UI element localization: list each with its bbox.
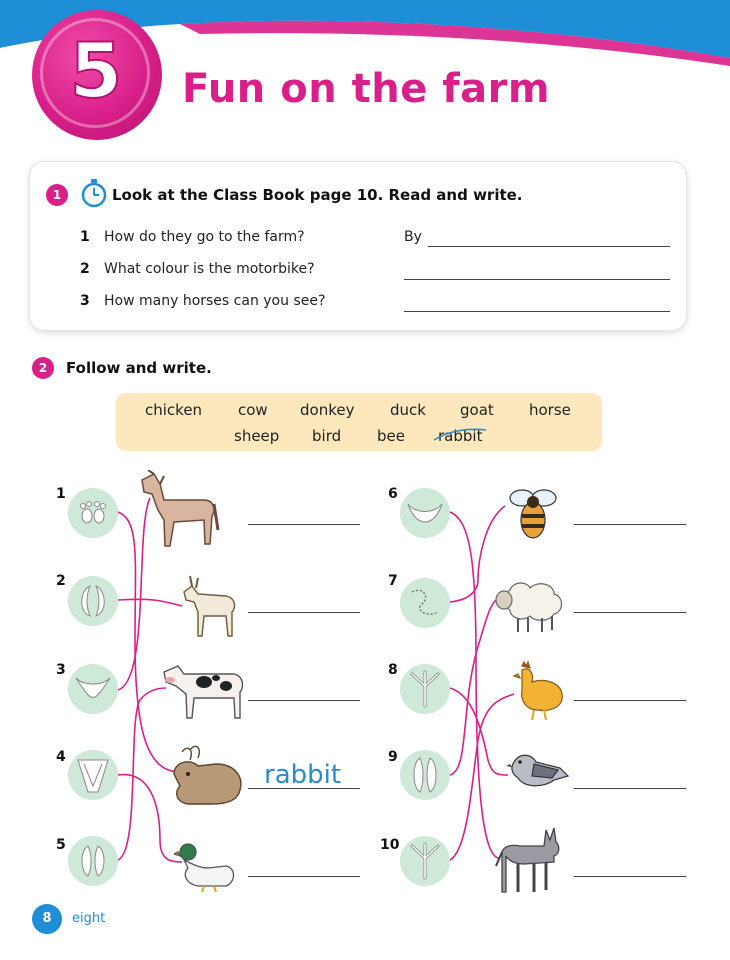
word-bank-item: sheep [234, 427, 280, 445]
webbed-print-icon [68, 750, 118, 800]
duck-image [174, 838, 238, 892]
answer-line[interactable] [574, 612, 686, 613]
item-number: 1 [56, 486, 66, 502]
chicken-image [510, 660, 566, 722]
word-bank-item: goat [460, 401, 494, 419]
donkey-image [494, 826, 566, 896]
rabbit-image [168, 744, 246, 806]
bird-print-icon [400, 836, 450, 886]
word-bank-item: bee [377, 427, 405, 445]
answer-line[interactable] [574, 876, 686, 877]
item-number: 10 [380, 837, 400, 853]
answer-line[interactable] [248, 700, 360, 701]
word-bank-item: donkey [300, 401, 355, 419]
cow-image [160, 658, 246, 720]
answer-line[interactable] [248, 788, 360, 789]
item-number: 7 [388, 573, 398, 589]
word-bank-item: cow [238, 401, 268, 419]
sheep-image [494, 576, 566, 634]
bird-print-icon [400, 664, 450, 714]
bird-image [504, 746, 570, 796]
paw-print-icon [68, 488, 118, 538]
page-number-badge: 8 [32, 904, 62, 934]
exercise-1-instruction: Look at the Class Book page 10. Read and write. [112, 186, 523, 204]
question-number: 3 [80, 293, 90, 309]
answer-line[interactable] [248, 876, 360, 877]
page-title: Fun on the farm [182, 66, 551, 112]
item-number: 6 [388, 486, 398, 502]
bee-trail-icon [400, 578, 450, 628]
horse-image [134, 470, 220, 550]
word-bank-item-crossed: rabbit [438, 427, 483, 445]
word-bank-item: duck [390, 401, 426, 419]
split-hoof-print-icon [68, 836, 118, 886]
answer-line[interactable] [248, 612, 360, 613]
question-text: What colour is the motorbike? [104, 261, 315, 277]
answer-line[interactable] [574, 700, 686, 701]
goat-image [180, 572, 240, 638]
word-bank-item: chicken [145, 401, 203, 419]
word-bank-item: horse [529, 401, 571, 419]
item-number: 2 [56, 573, 66, 589]
question-number: 2 [80, 261, 90, 277]
item-number: 8 [388, 662, 398, 678]
question-text: How do they go to the farm? [104, 229, 305, 245]
split-hoof-print-icon [400, 750, 450, 800]
question-text: How many horses can you see? [104, 293, 326, 309]
answer-line[interactable] [574, 524, 686, 525]
hoof-print-icon [68, 576, 118, 626]
exercise-2-instruction: Follow and write. [66, 359, 212, 377]
item-number: 9 [388, 749, 398, 765]
answer-line[interactable] [574, 788, 686, 789]
item-number: 4 [56, 749, 66, 765]
bee-image [498, 484, 568, 546]
written-answer: rabbit [264, 760, 342, 790]
question-number: 1 [80, 229, 90, 245]
item-number: 5 [56, 837, 66, 853]
answer-prefix: By [404, 229, 422, 245]
horseshoe-print-icon [400, 488, 450, 538]
exercise-2-badge: 2 [32, 357, 54, 379]
answer-line[interactable] [248, 524, 360, 525]
unit-number: 5 [69, 26, 123, 115]
word-bank-item: bird [312, 427, 342, 445]
cloven-print-icon [68, 664, 118, 714]
page-number-word: eight [72, 911, 106, 926]
item-number: 3 [56, 662, 66, 678]
exercise-1-badge: 1 [46, 184, 68, 206]
